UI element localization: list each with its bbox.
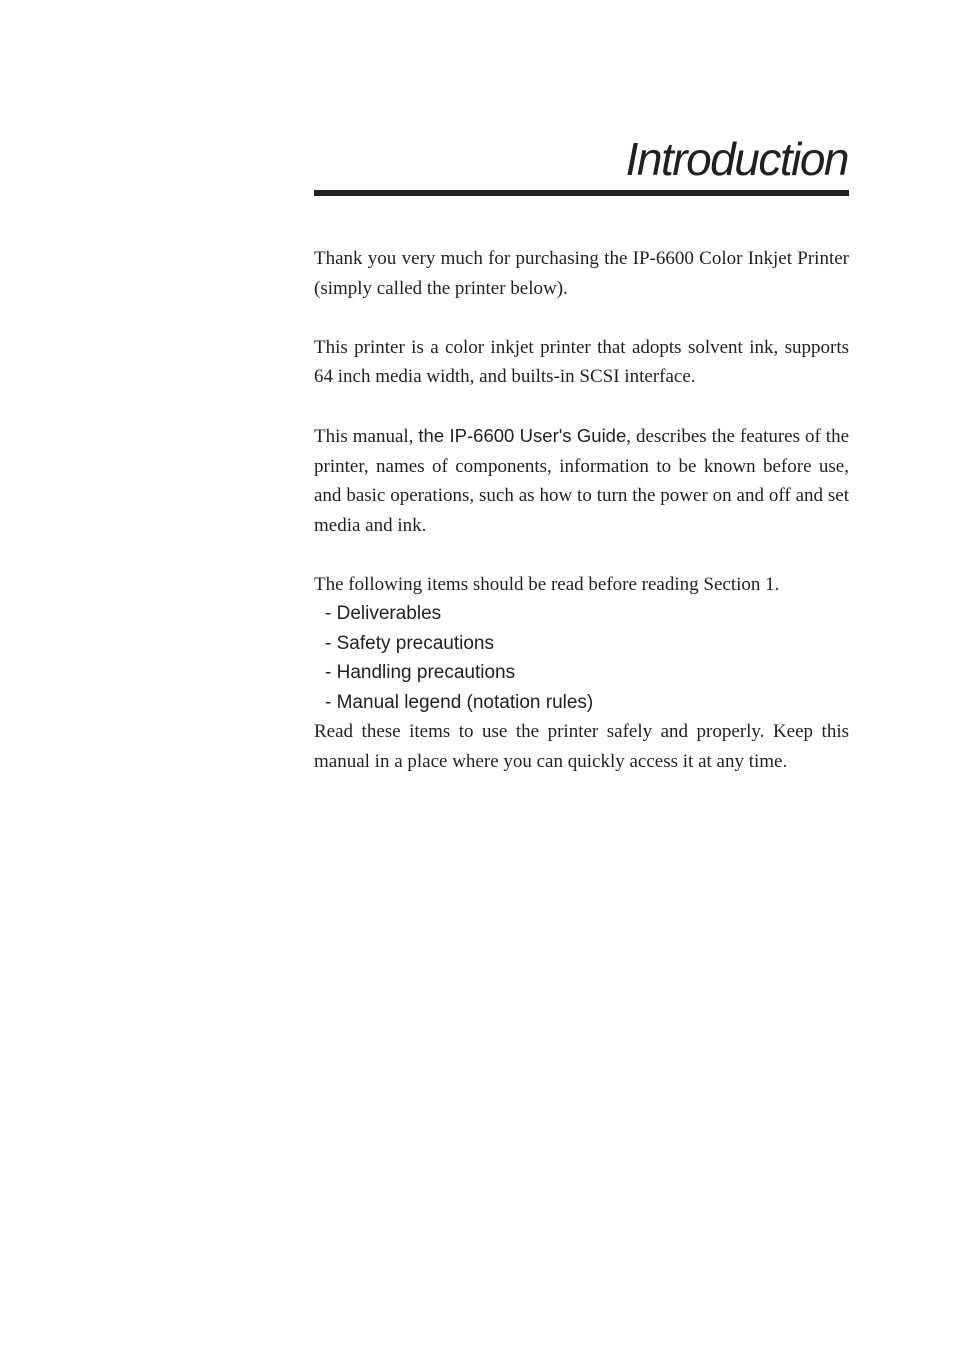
list-item: - Handling precautions [325, 662, 516, 683]
paragraph-read-first: The following items should be read before reading Section 1. [314, 573, 780, 595]
body-content [314, 244, 849, 776]
manual-name: the IP-6600 User's Guide [418, 425, 627, 446]
read-first-list [314, 599, 849, 717]
page-title: Introduction [625, 133, 848, 185]
list-item: - Manual legend (notation rules) [325, 691, 594, 713]
manual-prefix: This manual, [314, 426, 419, 447]
list-item: - Safety precautions [325, 632, 494, 654]
list-item: - Deliverables [325, 603, 442, 624]
paragraph-printer-description: This printer is a color inkjet printer that adopts solvent ink, supports 64 inch media width, and builts-in SCSI interface. [314, 336, 849, 387]
paragraph-manual-description [314, 421, 849, 540]
title-rule [314, 190, 849, 196]
paragraph-thanks: Thank you very much for purchasing the IP-6600 Color Inkjet Printer (simply called the printer below). [314, 248, 849, 299]
paragraph-safety-note: Read these items to use the printer safely and properly. Keep this manual in a place where you can quickly access it at any time. [314, 721, 849, 772]
manual-suffix: , describes the features of the printer, names of components, information to be known before use, and basic operations, such as how to turn the power on and off and set media and ink. [314, 426, 850, 536]
